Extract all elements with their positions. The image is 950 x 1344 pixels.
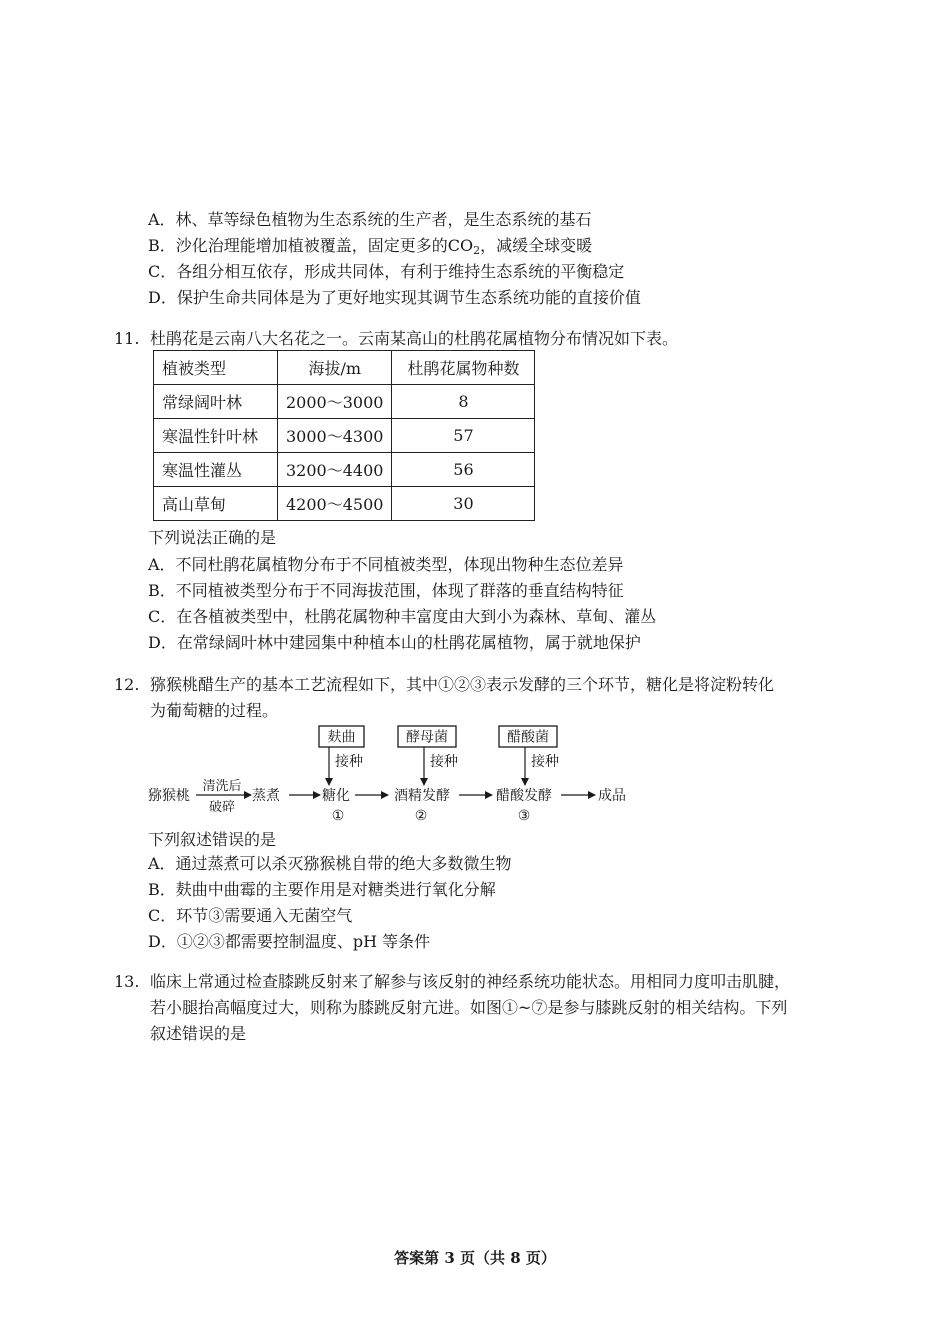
table-cell: 寒温性针叶林 <box>154 419 278 453</box>
table-cell: 常绿阔叶林 <box>154 385 278 419</box>
table-header: 杜鹃花属物种数 <box>392 351 535 385</box>
table-cell: 3200～4400 <box>278 453 392 487</box>
q11-number: 11. <box>114 329 140 348</box>
table-cell: 8 <box>392 385 535 419</box>
q10-option-b-tail: ，减缓全球变暖 <box>480 236 593 255</box>
q11-stem: 杜鹃花是云南八大名花之一。云南某高山的杜鹃花属植物分布情况如下表。 <box>150 329 679 348</box>
inoculate-label-3: 接种 <box>531 754 559 770</box>
page-footer: 答案第 3 页（共 8 页） <box>394 1249 556 1267</box>
koji-label: 麸曲 <box>327 729 356 746</box>
q10-option-d: D．保护生命共同体是为了更好地实现其调节生态系统功能的直接价值 <box>148 288 641 307</box>
product-label: 成品 <box>598 788 626 804</box>
q13-line1: 临床上常通过检查膝跳反射来了解参与该反射的神经系统功能状态。用相同力度叩击肌腱， <box>150 972 791 991</box>
q12-option-c: C．环节③需要通入无菌空气 <box>148 906 353 925</box>
q10-option-b <box>148 236 592 256</box>
q10-option-a: A．林、草等绿色植物为生态系统的生产者，是生态系统的基石 <box>148 210 592 229</box>
table-header: 植被类型 <box>154 351 278 385</box>
table-cell: 寒温性灌丛 <box>154 453 278 487</box>
q13-line2: 若小腿抬高幅度过大，则称为膝跳反射亢进。如图①~⑦是参与膝跳反射的相关结构。下列 <box>150 998 788 1017</box>
wash-label: 清洗后 <box>202 779 242 794</box>
table-cell: 30 <box>392 487 535 521</box>
table-cell: 高山草甸 <box>154 487 278 521</box>
table-cell: 57 <box>392 419 535 453</box>
table-row <box>154 487 535 521</box>
marker-3: ③ <box>517 808 531 824</box>
inoculate-label-2: 接种 <box>430 754 458 770</box>
acetic-fermentation-label: 醋酸发酵 <box>496 788 552 804</box>
q13-line3: 叙述错误的是 <box>150 1024 247 1043</box>
table-row <box>154 385 535 419</box>
saccharify-label: 糖化 <box>322 788 350 804</box>
table-header-row <box>154 351 535 385</box>
process-flow-diagram <box>148 722 648 827</box>
table-header: 海拔/m <box>278 351 392 385</box>
co2-formula: CO <box>447 236 474 255</box>
table-cell: 56 <box>392 453 535 487</box>
q11-option-c: C．在各植被类型中，杜鹃花属物种丰富度由大到小为森林、草甸、灌丛 <box>148 607 657 626</box>
q12-number: 12. <box>114 675 140 694</box>
marker-2: ② <box>414 808 428 824</box>
q11-prompt: 下列说法正确的是 <box>148 528 277 547</box>
inoculate-label-1: 接种 <box>335 754 363 770</box>
kiwi-label: 猕猴桃 <box>148 788 190 804</box>
crush-label: 破碎 <box>208 800 236 815</box>
q11-option-d: D．在常绿阔叶林中建园集中种植本山的杜鹃花属植物，属于就地保护 <box>148 633 641 652</box>
q11-option-b: B．不同植被类型分布于不同海拔范围，体现了群落的垂直结构特征 <box>148 581 624 600</box>
co2-subscript: 2 <box>473 244 481 257</box>
steam-label: 蒸煮 <box>252 788 280 804</box>
marker-1: ① <box>331 808 345 824</box>
q11-option-a: A．不同杜鹃花属植物分布于不同植被类型，体现出物种生态位差异 <box>148 555 624 574</box>
q12-stem-line2: 为葡萄糖的过程。 <box>150 701 279 720</box>
table-row <box>154 453 535 487</box>
q12-option-b: B．麸曲中曲霉的主要作用是对糖类进行氧化分解 <box>148 880 496 899</box>
q12-option-a: A．通过蒸煮可以杀灭猕猴桃自带的绝大多数微生物 <box>148 854 512 873</box>
q12-option-d: D．①②③都需要控制温度、pH 等条件 <box>148 932 431 951</box>
q10-option-b-text: B．沙化治理能增加植被覆盖，固定更多的 <box>148 236 448 255</box>
table-cell: 3000～4300 <box>278 419 392 453</box>
acetobacter-label: 醋酸菌 <box>507 729 549 746</box>
table-row <box>154 419 535 453</box>
alcohol-fermentation-label: 酒精发酵 <box>394 788 450 804</box>
yeast-label: 酵母菌 <box>406 729 448 746</box>
rhododendron-table <box>153 350 535 521</box>
q13-number: 13. <box>114 972 140 991</box>
q12-stem-line1: 猕猴桃醋生产的基本工艺流程如下，其中①②③表示发酵的三个环节，糖化是将淀粉转化 <box>150 675 775 694</box>
q10-option-c: C．各组分相互依存，形成共同体，有利于维持生态系统的平衡稳定 <box>148 262 625 281</box>
table-cell: 4200～4500 <box>278 487 392 521</box>
q12-prompt: 下列叙述错误的是 <box>148 830 277 849</box>
table-cell: 2000～3000 <box>278 385 392 419</box>
